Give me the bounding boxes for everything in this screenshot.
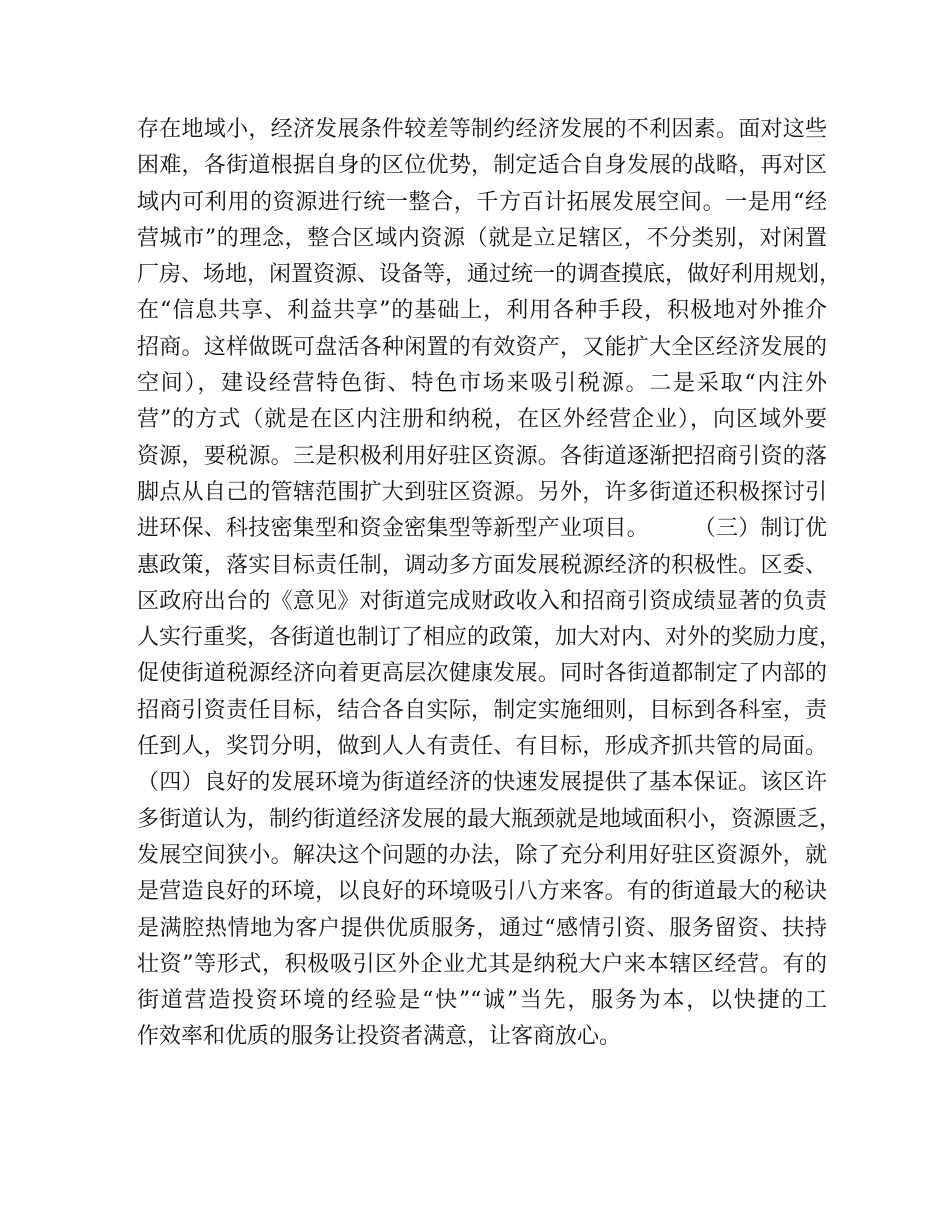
- text-line: 壮资”等形式，积极吸引区外企业尤其是纳税大户来本辖区经营。有的: [137, 951, 827, 977]
- text-line: 空间），建设经营特色街、特色市场来吸引税源。二是采取“内注外: [137, 371, 827, 397]
- text-line: 作效率和优质的服务让投资者满意，让客商放心。: [137, 1024, 622, 1050]
- text-line: 街道营造投资环境的经验是“快”“诚”当先，服务为本，以快捷的工: [137, 988, 827, 1014]
- text-line: 多街道认为，制约街道经济发展的最大瓶颈就是地域面积小，资源匮乏，: [137, 806, 842, 832]
- text-line: 发展空间狭小。解决这个问题的办法，除了充分利用好驻区资源外，就: [137, 842, 827, 868]
- text-line: 任到人，奖罚分明，做到人人有责任、有目标，形成齐抓共管的局面。: [137, 734, 827, 760]
- text-line: 惠政策，落实目标责任制，调动多方面发展税源经济的积极性。区委、: [137, 552, 827, 578]
- text-line: （四）良好的发展环境为街道经济的快速发展提供了基本保证。该区许: [137, 770, 827, 796]
- text-line: 营”的方式（就是在区内注册和纳税，在区外经营企业），向区域外要: [137, 407, 827, 433]
- text-line: 招商。这样做既可盘活各种闲置的有效资产，又能扩大全区经济发展的: [137, 334, 827, 360]
- text-line: 进环保、科技密集型和资金密集型等新型产业项目。 （三）制订优: [137, 516, 827, 542]
- text-line: 区政府出台的《意见》对街道完成财政收入和招商引资成绩显著的负责: [137, 588, 827, 614]
- text-line: 促使街道税源经济向着更高层次健康发展。同时各街道都制定了内部的: [137, 661, 827, 687]
- text-line: 营城市”的理念，整合区域内资源（就是立足辖区，不分类别，对闲置: [137, 225, 827, 251]
- body-text: [137, 112, 842, 1056]
- text-line: 人实行重奖，各街道也制订了相应的政策，加大对内、对外的奖励力度，: [137, 625, 842, 651]
- text-line: 资源，要税源。三是积极利用好驻区资源。各街道逐渐把招商引资的落: [137, 443, 827, 469]
- text-line: 在“信息共享、利益共享”的基础上，利用各种手段，积极地对外推介: [137, 298, 827, 324]
- text-line: 是营造良好的环境，以良好的环境吸引八方来客。有的街道最大的秘诀: [137, 879, 827, 905]
- text-line: 是满腔热情地为客户提供优质服务，通过“感情引资、服务留资、扶持: [137, 915, 827, 941]
- text-line: 域内可利用的资源进行统一整合，千方百计拓展发展空间。一是用“经: [137, 189, 827, 215]
- text-line: 困难，各街道根据自身的区位优势，制定适合自身发展的战略，再对区: [137, 153, 827, 179]
- text-line: 脚点从自己的管辖范围扩大到驻区资源。另外，许多街道还积极探讨引: [137, 479, 827, 505]
- text-line: 存在地域小，经济发展条件较差等制约经济发展的不利因素。面对这些: [137, 117, 827, 142]
- text-line: 厂房、场地，闲置资源、设备等，通过统一的调查摸底，做好利用规划，: [137, 262, 842, 288]
- text-line: 招商引资责任目标，结合各自实际，制定实施细则，目标到各科室，责: [137, 697, 827, 723]
